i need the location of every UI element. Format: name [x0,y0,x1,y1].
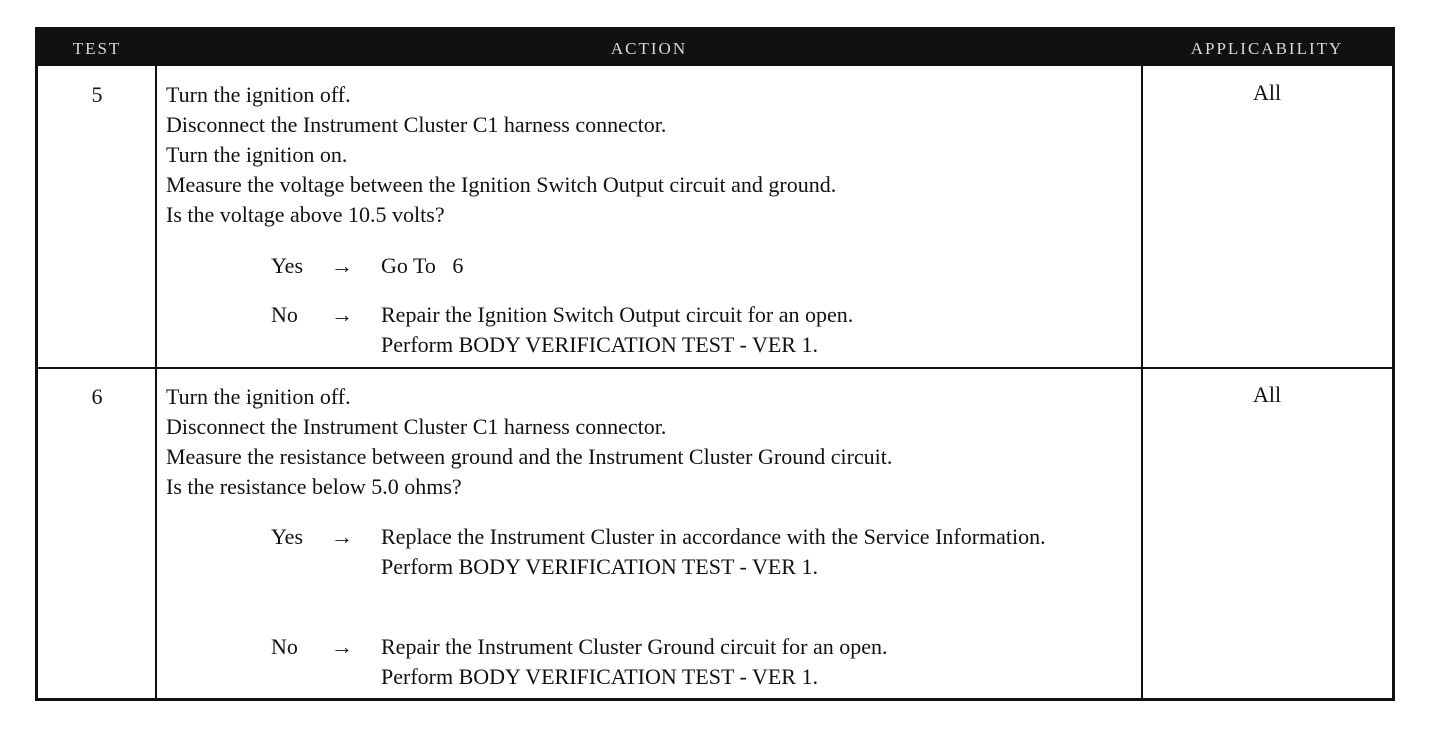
action-steps [166,382,892,502]
action-step: Turn the ignition on. [166,142,348,167]
header-test: TEST [72,39,122,58]
yes-result-line: Perform BODY VERIFICATION TEST - VER 1. [381,554,818,579]
no-label: No [271,634,298,659]
applicability-value: All [1252,382,1282,407]
no-result-line: Repair the Instrument Cluster Ground circuit for an open. [381,634,888,659]
action-step: Disconnect the Instrument Cluster C1 harness connector. [166,112,667,137]
action-step: Is the voltage above 10.5 volts? [166,202,445,227]
action-step: Measure the voltage between the Ignition Switch Output circuit and ground. [166,172,837,197]
arrow-icon: → [331,524,353,549]
no-result [381,300,853,360]
yes-result-line: Replace the Instrument Cluster in accordance with the Service Information. [381,524,1046,549]
applicability-value: All [1252,80,1282,105]
no-result [381,632,887,692]
test-number: 6 [91,384,103,409]
action-step: Disconnect the Instrument Cluster C1 harness connector. [166,414,667,439]
no-result-line: Perform BODY VERIFICATION TEST - VER 1. [381,332,818,357]
arrow-icon: → [331,253,353,278]
no-label: No [271,302,298,327]
action-step: Measure the resistance between ground and the Instrument Cluster Ground circuit. [166,444,893,469]
arrow-icon: → [331,634,353,659]
action-steps [166,80,836,230]
action-step: Turn the ignition off. [166,384,351,409]
test-number: 5 [91,82,103,107]
arrow-icon: → [331,302,353,327]
header-action: ACTION [610,39,688,58]
action-step: Turn the ignition off. [166,82,351,107]
yes-label: Yes [271,253,304,278]
yes-result: Go To 6 [381,253,464,278]
no-result-line: Perform BODY VERIFICATION TEST - VER 1. [381,664,818,689]
yes-result [381,522,1133,582]
row-divider [38,367,1392,369]
diagnostic-test-table [35,27,1395,701]
header-applicability: APPLICABILITY [1190,39,1344,58]
no-result-line: Repair the Ignition Switch Output circuit for an open. [381,302,854,327]
action-step: Is the resistance below 5.0 ohms? [166,474,462,499]
table-header [38,30,1392,66]
yes-label: Yes [271,524,304,549]
